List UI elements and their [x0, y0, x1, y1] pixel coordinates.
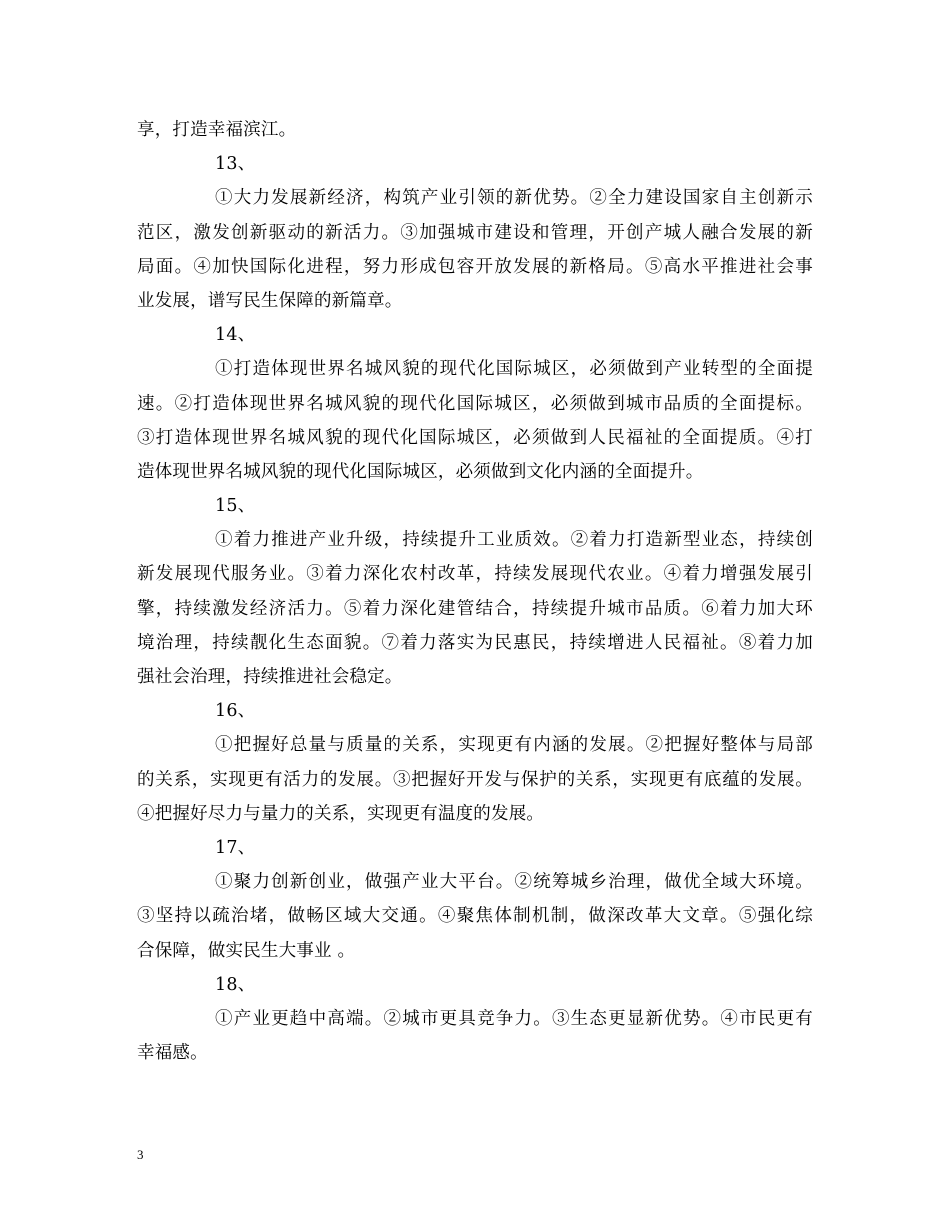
section-number: 17、 — [215, 837, 256, 858]
section-number: 16、 — [215, 701, 256, 722]
paragraph-line: 幸福感。 — [137, 1043, 208, 1064]
paragraph-line: ①产业更趋中高端。②城市更具竞争力。③生态更显新优势。④市民更有 — [215, 1008, 813, 1029]
paragraph-line: ①大力发展新经济，构筑产业引领的新优势。②全力建设国家自主创新示 — [215, 188, 813, 209]
paragraph-line: ④把握好尽力与量力的关系，实现更有温度的发展。 — [137, 803, 545, 824]
paragraph-line: ①聚力创新创业，做强产业大平台。②统筹城乡治理，做优全域大环境。 — [215, 872, 813, 893]
paragraph-line: 范区，激发创新驱动的新活力。③加强城市建设和管理，开创产城人融合发展的新 — [137, 222, 813, 243]
paragraph-line: ③打造体现世界名城风貌的现代化国际城区，必须做到人民福祉的全面提质。④打 — [137, 427, 813, 448]
document-body — [137, 113, 813, 1070]
paragraph-line: 业发展，谱写民生保障的新篇章。 — [137, 290, 403, 311]
paragraph-line: 境治理，持续靓化生态面貌。⑦着力落实为民惠民，持续增进人民福祉。⑧着力加 — [137, 632, 813, 653]
paragraph-line: 强社会治理，持续推进社会稳定。 — [137, 667, 403, 687]
intro-line: 享，打造幸福滨江。 — [137, 120, 297, 140]
paragraph-line: ①着力推进产业升级，持续提升工业质效。②着力打造新型业态，持续创 — [215, 530, 813, 551]
paragraph-line: ①打造体现世界名城风貌的现代化国际城区，必须做到产业转型的全面提 — [215, 359, 813, 380]
paragraph-line: 擎，持续激发经济活力。⑤着力深化建管结合，持续提升城市品质。⑥着力加大环 — [137, 598, 813, 619]
section-number: 15、 — [215, 496, 256, 517]
section-number: 18、 — [215, 974, 256, 995]
page-number: 3 — [137, 1147, 144, 1162]
paragraph-line: 造体现世界名城风貌的现代化国际城区，必须做到文化内涵的全面提升。 — [137, 461, 704, 482]
paragraph-line: ③坚持以疏治堵，做畅区域大交通。④聚焦体制机制，做深改革大文章。⑤强化综 — [137, 906, 813, 927]
paragraph-line: 合保障，做实民生大事业 。 — [137, 940, 356, 961]
section-number: 13、 — [215, 154, 256, 175]
paragraph-line: ①把握好总量与质量的关系，实现更有内涵的发展。②把握好整体与局部 — [215, 735, 813, 756]
paragraph-line: 局面。④加快国际化进程，努力形成包容开放发展的新格局。⑤高水平推进社会事 — [137, 256, 813, 277]
paragraph-line: 新发展现代服务业。③着力深化农村改革，持续发展现代农业。④着力增强发展引 — [137, 564, 813, 585]
paragraph-line: 的关系，实现更有活力的发展。③把握好开发与保护的关系，实现更有底蕴的发展。 — [137, 769, 813, 790]
paragraph-line: 速。②打造体现世界名城风貌的现代化国际城区，必须做到城市品质的全面提标。 — [137, 393, 813, 414]
section-number: 14、 — [215, 325, 256, 346]
